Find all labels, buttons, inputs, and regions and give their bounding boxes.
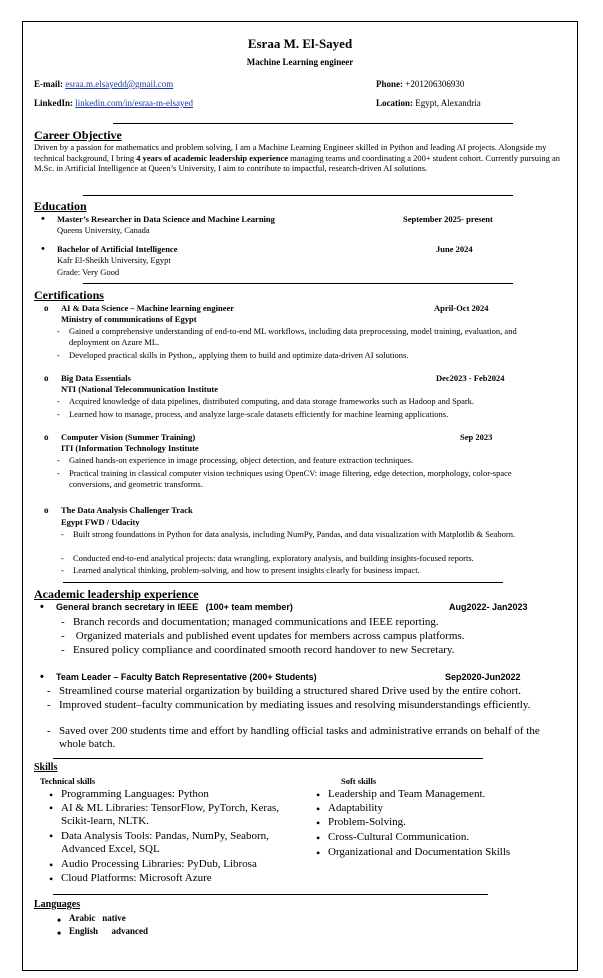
education-heading: Education bbox=[34, 199, 87, 213]
technical-skill: • Programming Languages: Python bbox=[61, 788, 209, 800]
phone-label: Phone: bbox=[376, 79, 403, 89]
phone-value: +201206306930 bbox=[405, 79, 465, 89]
leadership-point: - Saved over 200 students time and effort by handling official tasks and administrative errands on behalf of the whole batch. bbox=[59, 725, 564, 751]
education-school: Queens University, Canada bbox=[57, 225, 150, 235]
cert-point: - Gained hands-on experience in image processing, object detection, and feature extraction techniques. bbox=[69, 455, 413, 465]
cert-point: - Developed practical skills in Python,, applying them to build and optimize data-driven AI solutions. bbox=[69, 350, 408, 360]
leadership-title: • Team Leader – Faculty Batch Representative (200+ Students) bbox=[56, 672, 317, 682]
cert-title: o Big Data Essentials bbox=[61, 373, 131, 383]
cert-date: Sep 2023 bbox=[460, 432, 493, 442]
education-school: Kafr El-Sheikh University, Egypt bbox=[57, 255, 171, 265]
objective-text-bold: 4 years of academic leadership experience bbox=[136, 152, 288, 163]
language-level: native bbox=[102, 913, 126, 923]
cert-title: o AI & Data Science – Machine learning engineer bbox=[61, 303, 234, 313]
languages-heading: Languages bbox=[34, 899, 81, 910]
linkedin-row bbox=[34, 98, 193, 108]
cert-point: - Acquired knowledge of data pipelines, distributed computing, and data storage frameworks such as Hadoop and Spark. bbox=[69, 396, 474, 406]
cert-point: - Built strong foundations in Python for data analysis, including NumPy, Pandas, and data visualization with Matplotlib & Seaborn. bbox=[73, 529, 553, 540]
language-level: advanced bbox=[111, 926, 149, 936]
objective-text bbox=[34, 142, 569, 174]
leadership-date: Aug2022- Jan2023 bbox=[449, 602, 528, 612]
cert-org: ITI (Information Technology Institute bbox=[61, 443, 199, 453]
education-degree: • Bachelor of Artificial Intelligence bbox=[57, 244, 177, 254]
cert-org: NTI (National Telecommunication Institute bbox=[61, 384, 219, 394]
phone-row bbox=[376, 79, 464, 89]
technical-skill: • Cloud Platforms: Microsoft Azure bbox=[61, 872, 212, 884]
linkedin-link[interactable]: linkedin.com/in/esraa-m-elsayed bbox=[75, 98, 193, 108]
location-value: Egypt, Alexandria bbox=[415, 98, 481, 108]
education-grade: Grade: Very Good bbox=[57, 267, 120, 277]
leadership-date: Sep2020-Jun2022 bbox=[445, 672, 521, 682]
leadership-title: • General branch secretary in IEEE (100+ team member) bbox=[56, 602, 293, 612]
soft-skill: • Cross-Cultural Communication. bbox=[328, 831, 469, 843]
cert-point: - Gained a comprehensive understanding of end-to-end ML workflows, including data preprocessing, model training, evaluation, and deployment on Azure ML. bbox=[69, 326, 549, 347]
objective-heading: Career Objective bbox=[34, 128, 122, 142]
language-item bbox=[69, 926, 148, 936]
cert-title: o The Data Analysis Challenger Track bbox=[61, 505, 193, 515]
divider bbox=[53, 894, 488, 895]
location-row bbox=[376, 98, 481, 108]
education-date: September 2025- present bbox=[403, 214, 493, 224]
soft-skills-heading: Soft skills bbox=[341, 776, 377, 786]
language-item bbox=[69, 913, 126, 923]
objective-text-part: Driven by a passion for mathematics and problem solving, I am a Machine Learning Engineer skilled in Python and leading AI projects. Alongside my technical background, I bring bbox=[34, 142, 547, 163]
cert-title: o Computer Vision (Summer Training) bbox=[61, 432, 195, 442]
divider bbox=[113, 123, 513, 124]
soft-skill: • Problem-Solving. bbox=[328, 816, 406, 828]
education-date: June 2024 bbox=[436, 244, 473, 254]
resume-page bbox=[22, 21, 578, 971]
soft-skill: • Organizational and Documentation Skills bbox=[328, 846, 510, 858]
technical-skill: • Audio Processing Libraries: PyDub, Librosa bbox=[61, 858, 257, 870]
cert-point: - Learned analytical thinking, problem-solving, and how to present insights clearly for business impact. bbox=[73, 565, 420, 575]
email-link[interactable]: esraa.m.elsayedd@gmail.com bbox=[65, 79, 174, 89]
education-degree: • Master’s Researcher in Data Science and Machine Learning bbox=[57, 214, 275, 224]
language-name: Arabic bbox=[69, 913, 96, 923]
cert-org: Ministry of communications of Egypt bbox=[61, 314, 197, 324]
cert-point: - Conducted end-to-end analytical projects: data wrangling, exploratory analysis, and building insights-focused reports. bbox=[73, 553, 474, 563]
leadership-point: - Improved student–faculty communication by mediating issues and resolving misunderstandings efficiently. bbox=[59, 699, 549, 712]
email-label: E-mail: bbox=[34, 79, 63, 89]
skills-heading: Skills bbox=[34, 762, 58, 773]
cert-date: Dec2023 - Feb2024 bbox=[436, 373, 505, 383]
divider bbox=[83, 283, 513, 284]
cert-date: April-Oct 2024 bbox=[434, 303, 489, 313]
leadership-point: - Streamlined course material organization by building a structured shared Drive used by the entire cohort. bbox=[59, 685, 521, 697]
objective-text-part: managing teams and coordinating a 200+ student cohort. Currently pursuing an M.Sc. in Artificial Intelligence at Queen’s University, I aim to contribute to impactful, research-driven AI solutions. bbox=[34, 152, 560, 173]
divider bbox=[53, 758, 483, 759]
cert-point: - Learned how to manage, process, and analyze large-scale datasets efficiently for machine learning applications. bbox=[69, 409, 448, 419]
language-name: English bbox=[69, 926, 99, 936]
technical-skill: • AI & ML Libraries: TensorFlow, PyTorch, Keras, Scikit-learn, NLTK. bbox=[61, 802, 301, 828]
location-label: Location: bbox=[376, 98, 413, 108]
certifications-heading: Certifications bbox=[34, 288, 104, 302]
linkedin-label: LinkedIn: bbox=[34, 98, 74, 108]
technical-skills-heading: Technical skills bbox=[40, 776, 96, 786]
cert-org: Egypt FWD / Udacity bbox=[61, 517, 140, 527]
leadership-heading: Academic leadership experience bbox=[34, 587, 199, 601]
technical-skill: • Data Analysis Tools: Pandas, NumPy, Seaborn, Advanced Excel, SQL bbox=[61, 830, 301, 856]
leadership-point: - Ensured policy compliance and coordinated smooth record handover to new Secretary. bbox=[73, 644, 454, 656]
cert-point: - Practical training in classical computer vision techniques using OpenCV: image filtering, edge detection, morphology, color-space conversions, and geometric transforms. bbox=[69, 468, 549, 490]
leadership-point: - Organized materials and published event updates for members across campus platforms. bbox=[73, 630, 464, 642]
soft-skill: • Leadership and Team Management. bbox=[328, 788, 485, 800]
divider bbox=[83, 195, 513, 196]
leadership-point: - Branch records and documentation; managed communications and IEEE reporting. bbox=[73, 616, 439, 628]
candidate-name: Esraa M. El-Sayed bbox=[247, 36, 353, 51]
divider bbox=[63, 582, 503, 583]
email-row bbox=[34, 79, 173, 89]
soft-skill: • Adaptability bbox=[328, 802, 383, 814]
candidate-title: Machine Learning engineer bbox=[246, 57, 354, 67]
